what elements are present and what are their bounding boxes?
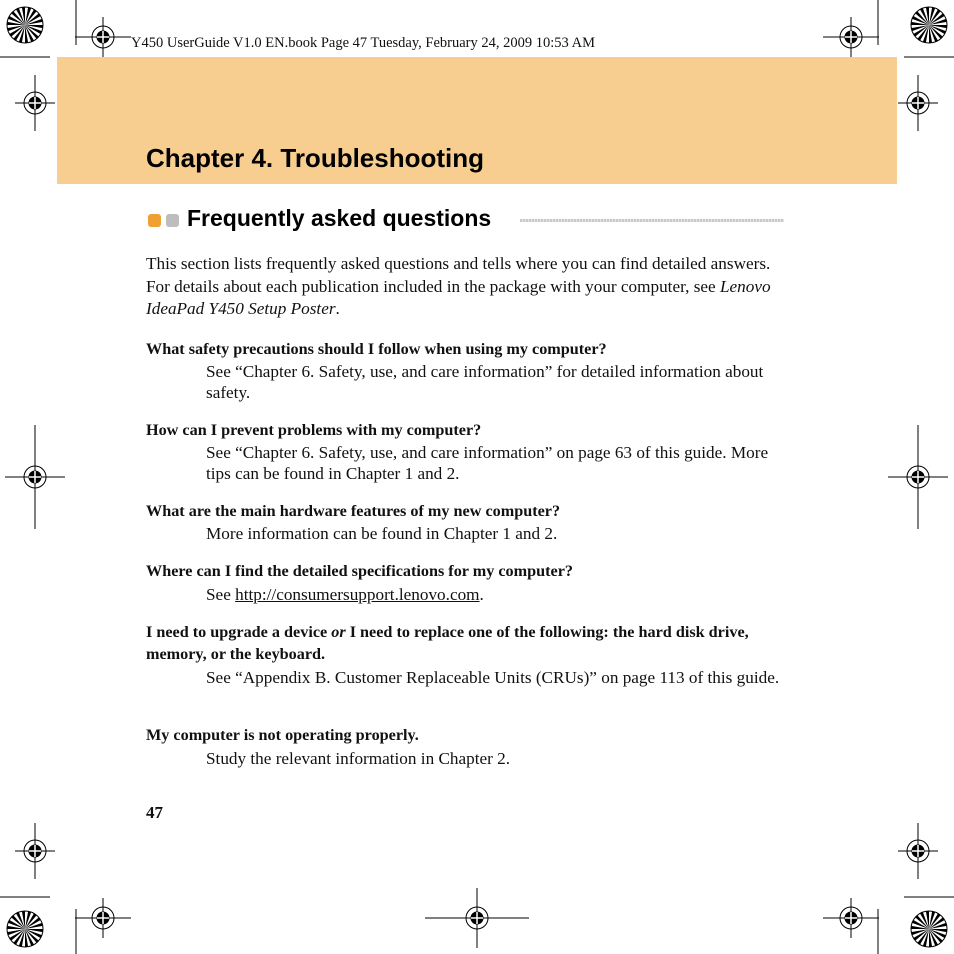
orange-square-icon [148, 214, 161, 227]
registration-target-icon [15, 823, 55, 879]
faq-answer: Study the relevant information in Chapter 2. [206, 749, 511, 768]
faq-answer: More information can be found in Chapter 1 and 2. [206, 524, 558, 543]
starburst-mark-icon [7, 911, 43, 947]
faq-question: Where can I find the detailed specifications for my computer? [146, 562, 573, 580]
registration-target-icon [888, 425, 948, 529]
registration-target-icon [75, 17, 131, 57]
starburst-mark-icon [911, 7, 947, 43]
section-rule [520, 219, 784, 222]
intro-end: . [335, 299, 340, 318]
registration-target-icon [823, 17, 879, 57]
registration-target-icon [898, 75, 938, 131]
faq-answer: See “Chapter 6. Safety, use, and care information” on page 63 of this guide. More tips can be found in Chapter 1 and 2. [206, 443, 769, 483]
faq-question: My computer is not operating properly. [146, 726, 419, 744]
intro-text: This section lists frequently asked questions and tells where you can find detailed answers. For details about each publication included in the package with your computer, see [146, 254, 771, 296]
registration-target-icon [75, 898, 131, 938]
section-title: Frequently asked questions [187, 205, 492, 231]
starburst-mark-icon [911, 911, 947, 947]
consumer-support-link[interactable]: http://consumersupport.lenovo.com [235, 585, 480, 604]
intro-paragraph [146, 253, 786, 321]
registration-target-icon [823, 898, 879, 938]
faq-question: What are the main hardware features of my new computer? [146, 502, 561, 520]
publication-title: Lenovo IdeaPad Y450 Setup Poster [146, 276, 771, 318]
section-heading [146, 205, 786, 239]
faq-question [146, 621, 786, 665]
answer-suffix: . [479, 585, 484, 604]
registration-target-icon [5, 425, 65, 529]
faq-answer: See “Appendix B. Customer Replaceable Units (CRUs)” on page 113 of this guide. [206, 668, 780, 687]
registration-target-icon [425, 888, 529, 948]
gray-square-icon [166, 214, 179, 227]
faq-question: How can I prevent problems with my computer? [146, 421, 482, 439]
registration-target-icon [898, 823, 938, 879]
page-number: 47 [146, 803, 163, 822]
registration-target-icon [15, 75, 55, 131]
question-or: or [331, 623, 346, 641]
print-slug: Y450 UserGuide V1.0 EN.book Page 47 Tuesday, February 24, 2009 10:53 AM [131, 35, 595, 51]
question-part: I need to replace one of the following: the hard disk drive, memory, or the keyboard. [146, 623, 749, 663]
starburst-mark-icon [7, 7, 43, 43]
chapter-title: Chapter 4. Troubleshooting [146, 143, 485, 173]
faq-answer [206, 584, 781, 605]
faq-question: What safety precautions should I follow when using my computer? [146, 340, 607, 358]
faq-answer: See “Chapter 6. Safety, use, and care information” for detailed information about safety. [206, 362, 764, 402]
answer-prefix: See [206, 585, 236, 604]
question-part: I need to upgrade a device [146, 623, 332, 641]
